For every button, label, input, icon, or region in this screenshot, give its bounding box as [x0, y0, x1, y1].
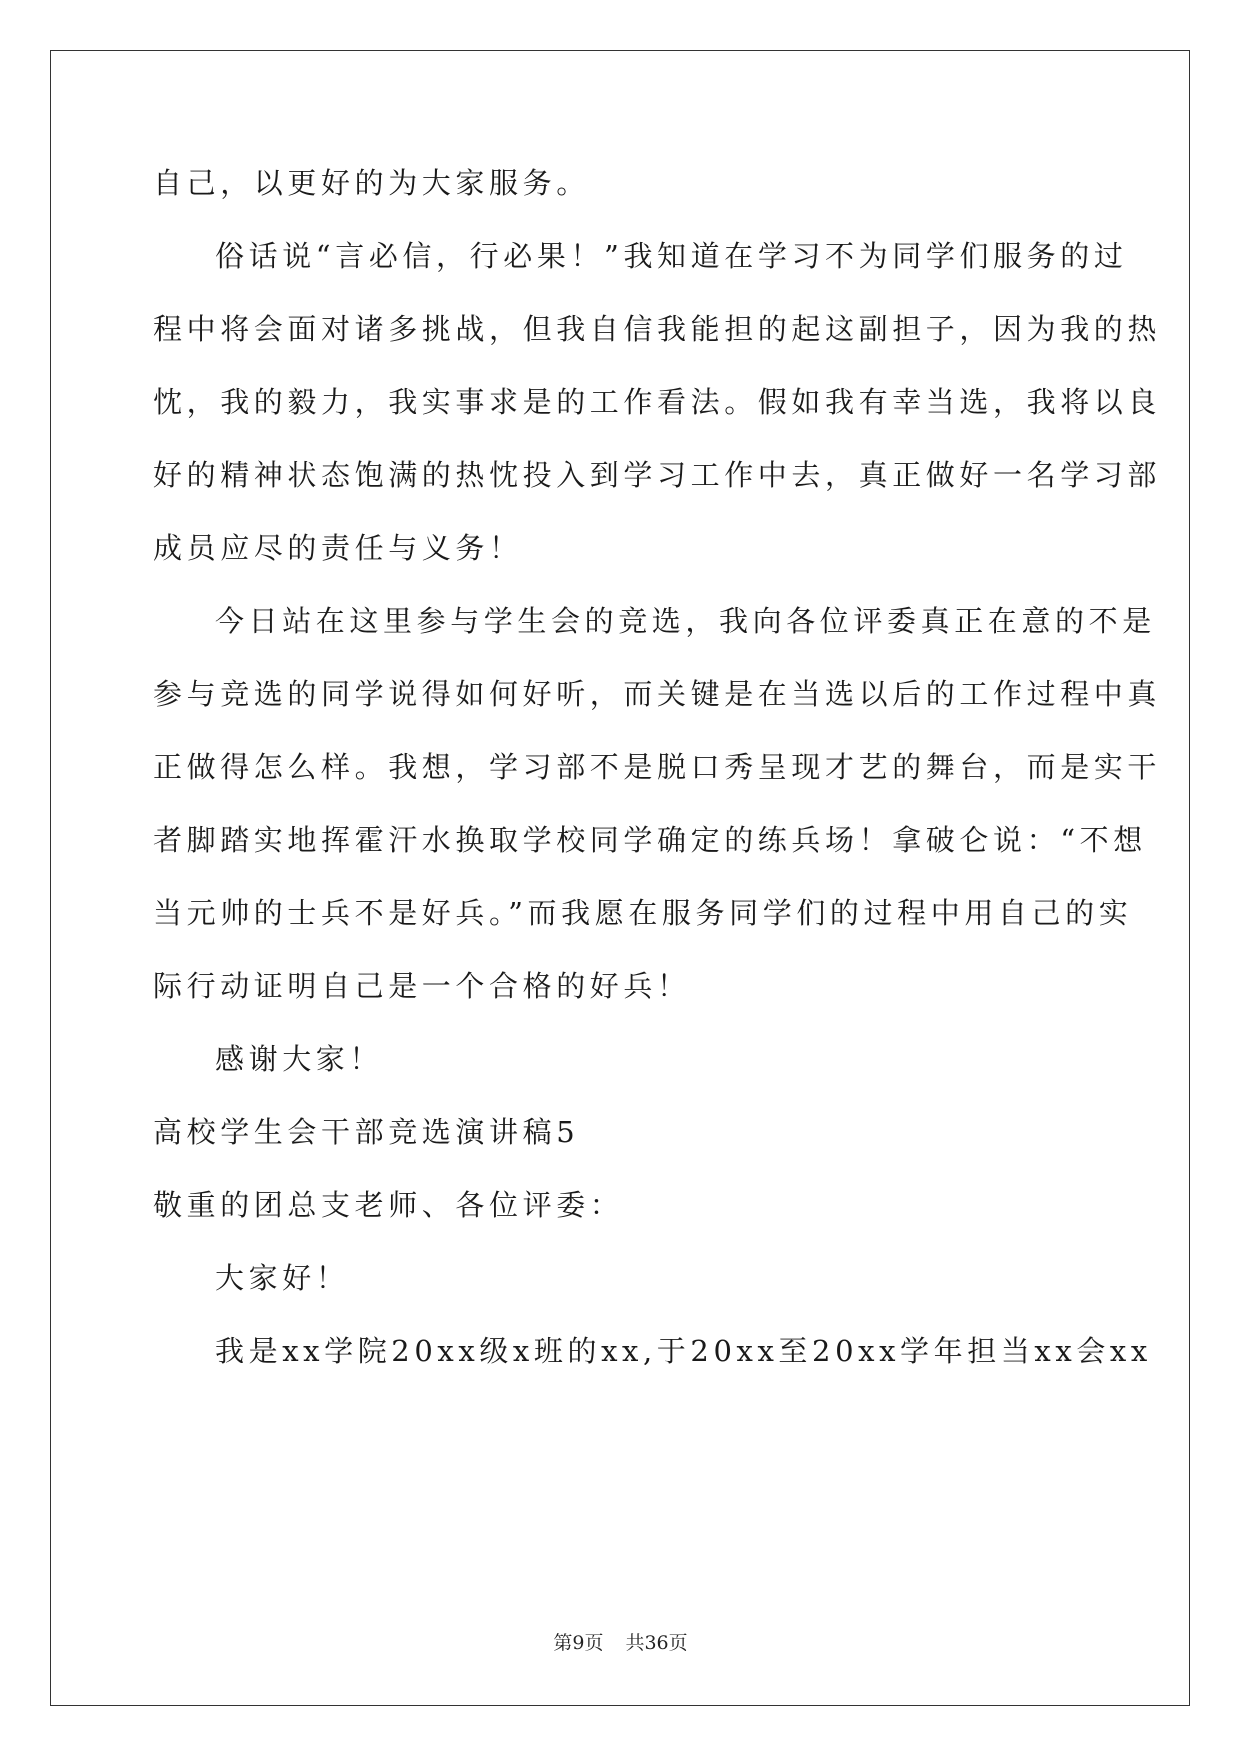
text-line: 自己，以更好的为大家服务。	[153, 166, 590, 200]
text-line: 参与竞选的同学说得如何好听，而关键是在当选以后的工作过程中真	[153, 677, 1162, 711]
closing-line: 感谢大家！	[215, 1042, 384, 1076]
text-line: 程中将会面对诸多挑战，但我自信我能担的起这副担子，因为我的热	[153, 312, 1162, 346]
page-footer	[0, 1628, 1241, 1655]
total-pages: 共36页	[625, 1632, 688, 1654]
text-line: 正做得怎么样。我想，学习部不是脱口秀呈现才艺的舞台，而是实干	[153, 750, 1162, 784]
text-line: 忱，我的毅力，我实事求是的工作看法。假如我有幸当选，我将以良	[153, 385, 1162, 419]
page-number: 第9页	[553, 1632, 604, 1654]
text-line: 际行动证明自己是一个合格的好兵！	[153, 969, 691, 1003]
text-line: 成员应尽的责任与义务！	[153, 531, 523, 565]
paragraph-start-line: 俗话说“言必信，行必果！”我知道在学习不为同学们服务的过	[215, 239, 1128, 273]
paragraph-start-line: 今日站在这里参与学生会的竞选，我向各位评委真正在意的不是	[215, 604, 1156, 638]
text-line: 当元帅的士兵不是好兵。”而我愿在服务同学们的过程中用自己的实	[153, 896, 1133, 930]
page-border	[50, 50, 1190, 1706]
text-line: 者脚踏实地挥霍汗水换取学校同学确定的练兵场！拿破仑说：“不想	[153, 823, 1147, 857]
text-line: 好的精神状态饱满的热忱投入到学习工作中去，真正做好一名学习部	[153, 458, 1162, 492]
greeting-line: 大家好！	[215, 1261, 350, 1295]
paragraph-start-line: 我是xx学院20xx级x班的xx,于20xx至20xx学年担当xx会xx	[215, 1334, 1152, 1368]
salutation-line: 敬重的团总支老师、各位评委：	[153, 1188, 624, 1222]
section-title: 高校学生会干部竞选演讲稿5	[153, 1115, 580, 1149]
